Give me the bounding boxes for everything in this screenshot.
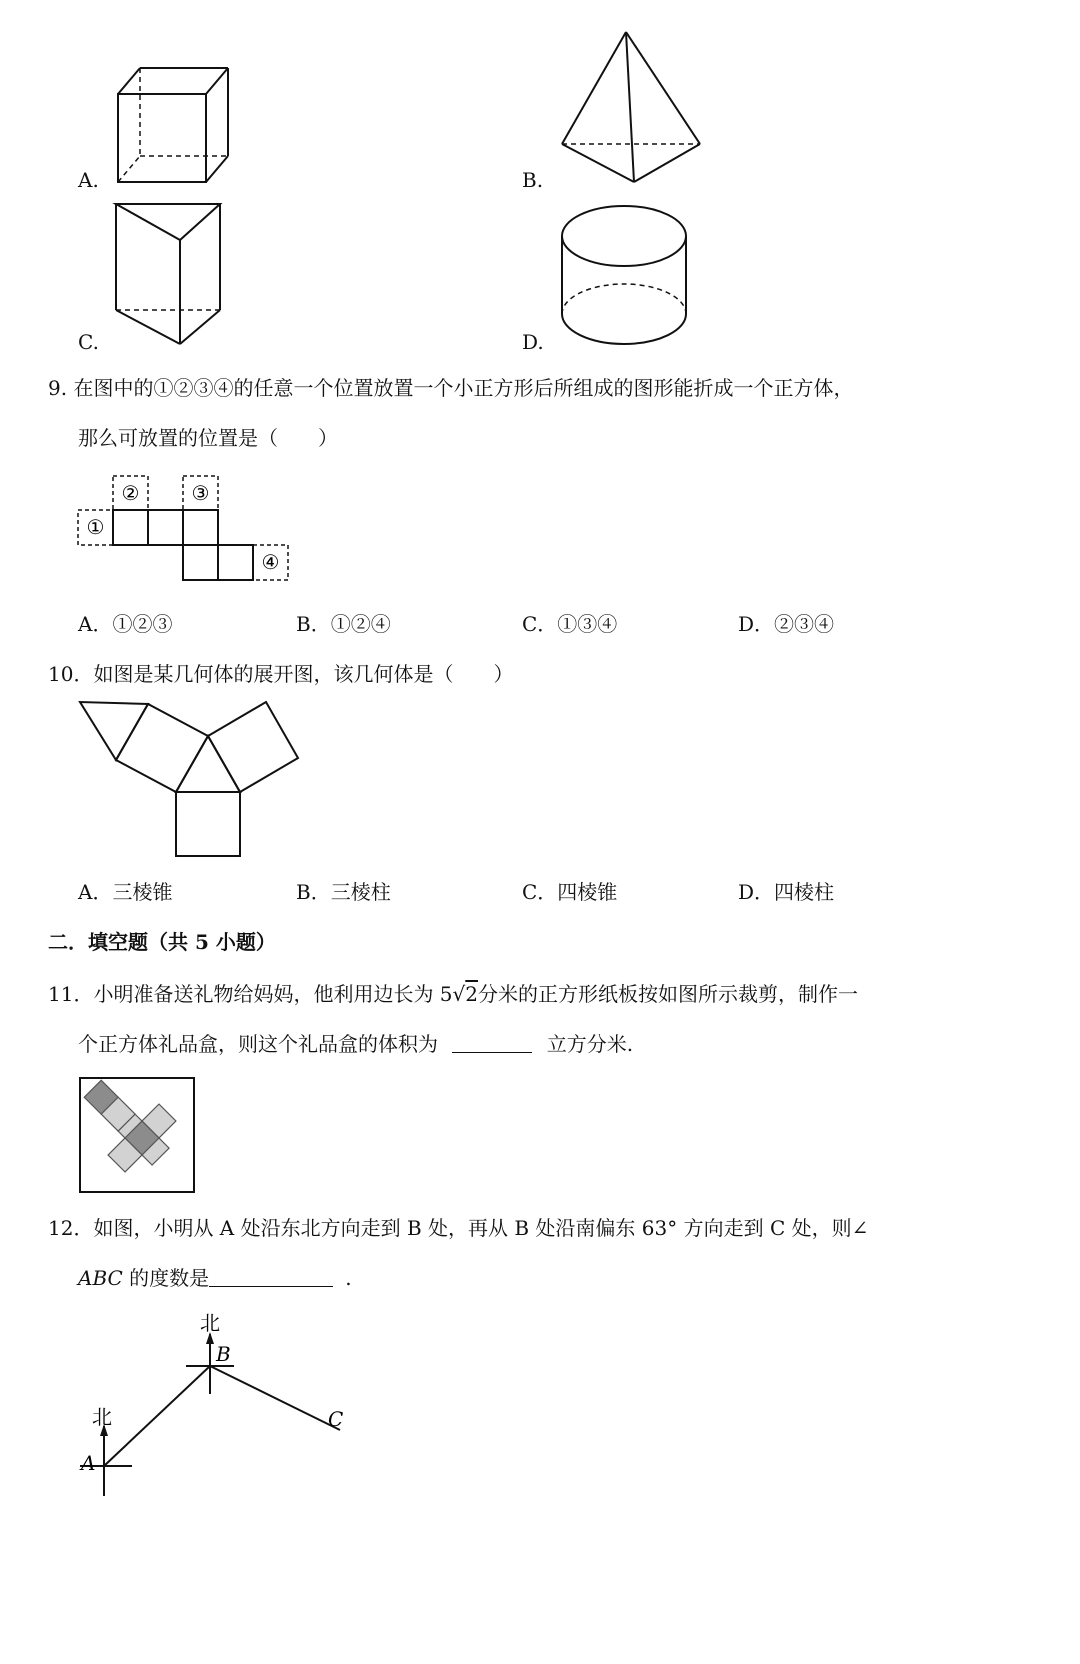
angle-label-abc: ABC — [78, 1266, 123, 1290]
q11-text-line2-part2: 立方分米. — [546, 1032, 634, 1056]
q12-text-line2-period: . — [345, 1266, 352, 1290]
q12-text-line2-part: 的度数是 — [122, 1266, 210, 1290]
point-label-b: B — [216, 1342, 231, 1366]
cube-figure — [110, 60, 240, 190]
q11-text-line2 — [78, 1032, 633, 1056]
q10-text-line1: 10．如图是某几何体的展开图，该几何体是（ ） — [48, 662, 514, 686]
triangular-prism-figure — [110, 198, 230, 348]
section-heading: 二．填空题（共 5 小题） — [48, 930, 276, 954]
north-label-b: 北 — [200, 1311, 220, 1335]
point-label-a: A — [81, 1451, 96, 1475]
q11-answer-blank[interactable] — [452, 1032, 532, 1053]
q9-net-label-1: ① — [86, 515, 105, 539]
north-label-a: 北 — [92, 1405, 112, 1429]
q9-text-line1: 9. 在图中的①②③④的任意一个位置放置一个小正方形后所组成的图形能折成一个正方体， — [48, 376, 854, 400]
q10-option-d: D．四棱柱 — [738, 880, 835, 904]
q8-option-c-label: C. — [78, 330, 99, 354]
q9-text-line2: 那么可放置的位置是（ ） — [78, 426, 338, 450]
sqrt-radicand: 2 — [465, 982, 479, 1006]
q9-option-c: C．①③④ — [522, 612, 618, 636]
q10-option-c: C．四棱锥 — [522, 880, 618, 904]
q8-option-b-label: B. — [522, 168, 544, 192]
q8-option-a-label: A. — [78, 168, 99, 192]
q11-text-line1 — [48, 982, 858, 1006]
cylinder-figure — [556, 202, 696, 352]
q12-direction-figure — [76, 1306, 366, 1506]
q10-option-a: A．三棱锥 — [78, 880, 173, 904]
q8-option-d-label: D. — [522, 330, 544, 354]
q11-text-line1-part1: 11．小明准备送礼物给妈妈，他利用边长为 5 — [48, 982, 453, 1006]
q11-text-line1-part2: 分米的正方形纸板按如图所示裁剪，制作一 — [478, 982, 859, 1006]
q10-net-figure — [76, 698, 306, 864]
q12-answer-blank[interactable] — [209, 1266, 333, 1287]
q9-option-d: D．②③④ — [738, 612, 835, 636]
q9-net-label-4: ④ — [261, 550, 280, 574]
q9-option-a: A．①②③ — [78, 612, 173, 636]
q11-gift-box-figure — [78, 1076, 196, 1194]
sqrt-symbol: √ — [452, 982, 466, 1006]
q9-net-label-3: ③ — [191, 481, 210, 505]
q9-option-b: B．①②④ — [296, 612, 391, 636]
q12-text-line2 — [78, 1266, 352, 1290]
q9-net-label-2: ② — [121, 481, 140, 505]
pyramid-figure — [556, 28, 706, 188]
q12-text-line1: 12．如图，小明从 A 处沿东北方向走到 B 处，再从 B 处沿南偏东 63° 方向走到 C 处，则∠ — [48, 1216, 869, 1240]
q11-text-line2-part1: 个正方体礼品盒，则这个礼品盒的体积为 — [78, 1032, 438, 1056]
point-label-c: C — [328, 1407, 344, 1431]
q9-net-figure — [76, 474, 296, 590]
q10-option-b: B．三棱柱 — [296, 880, 391, 904]
